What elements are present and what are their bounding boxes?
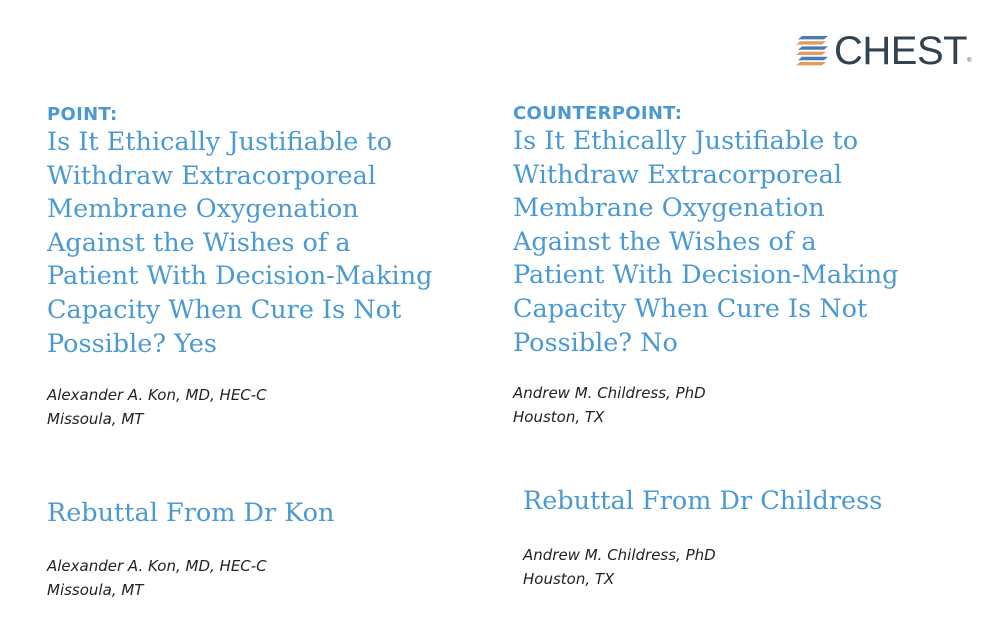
point-title-line: Is It Ethically Justifiable to — [47, 127, 393, 157]
counterpoint-rebuttal-location: Houston, TX — [523, 570, 615, 588]
point-rebuttal-title: Rebuttal From Dr Kon — [47, 498, 335, 528]
counterpoint-title — [513, 125, 898, 360]
point-title-line: Capacity When Cure Is Not — [47, 294, 402, 325]
point-title-line: Withdraw Extracorporeal — [47, 160, 377, 191]
point-location: Missoula, MT — [47, 410, 144, 428]
counterpoint-label: COUNTERPOINT: — [513, 103, 683, 124]
counterpoint-section — [513, 103, 898, 360]
point-title-line: Against the Wishes of a — [47, 227, 351, 258]
logo-stripe — [796, 62, 826, 65]
logo-trademark: ® — [967, 58, 972, 64]
counterpoint-title-line: Is It Ethically Justifiable to — [513, 126, 859, 156]
point-rebuttal-location: Missoula, MT — [47, 581, 144, 599]
logo-stripe — [796, 52, 826, 55]
point-title-line: Patient With Decision-Making — [47, 261, 433, 292]
point-section — [47, 104, 432, 361]
counterpoint-title-line: Capacity When Cure Is Not — [513, 293, 868, 324]
chest-logo — [796, 30, 972, 72]
point-rebuttal-byline — [47, 554, 267, 602]
logo-stripe — [796, 41, 826, 44]
counterpoint-title-line: Patient With Decision-Making — [513, 260, 899, 291]
point-label: POINT: — [47, 104, 118, 125]
counterpoint-rebuttal-title-wrap — [523, 486, 882, 516]
counterpoint-rebuttal-byline — [523, 543, 716, 591]
counterpoint-title-line: Against the Wishes of a — [513, 226, 817, 257]
point-title-line: Membrane Oxygenation — [47, 194, 359, 225]
logo-stripe — [798, 36, 828, 39]
logo-stripe — [798, 57, 828, 60]
point-author: Alexander A. Kon, MD, HEC-C — [47, 386, 267, 404]
counterpoint-location: Houston, TX — [513, 408, 605, 426]
point-rebuttal-title-wrap — [47, 498, 334, 528]
logo-stripe — [798, 46, 828, 49]
counterpoint-rebuttal-author: Andrew M. Childress, PhD — [523, 546, 716, 564]
counterpoint-rebuttal-title: Rebuttal From Dr Childress — [523, 486, 883, 516]
point-rebuttal-author: Alexander A. Kon, MD, HEC-C — [47, 557, 267, 575]
point-title-line: Possible? Yes — [47, 328, 217, 359]
counterpoint-title-line: Withdraw Extracorporeal — [513, 159, 843, 190]
counterpoint-title-line: Possible? No — [513, 327, 678, 358]
point-byline — [47, 383, 267, 431]
point-title — [47, 126, 432, 361]
counterpoint-title-line: Membrane Oxygenation — [513, 193, 825, 224]
chest-logo-mark-icon — [796, 33, 830, 69]
logo-text: CHEST — [834, 29, 968, 73]
counterpoint-author: Andrew M. Childress, PhD — [513, 384, 706, 402]
counterpoint-byline — [513, 381, 706, 429]
